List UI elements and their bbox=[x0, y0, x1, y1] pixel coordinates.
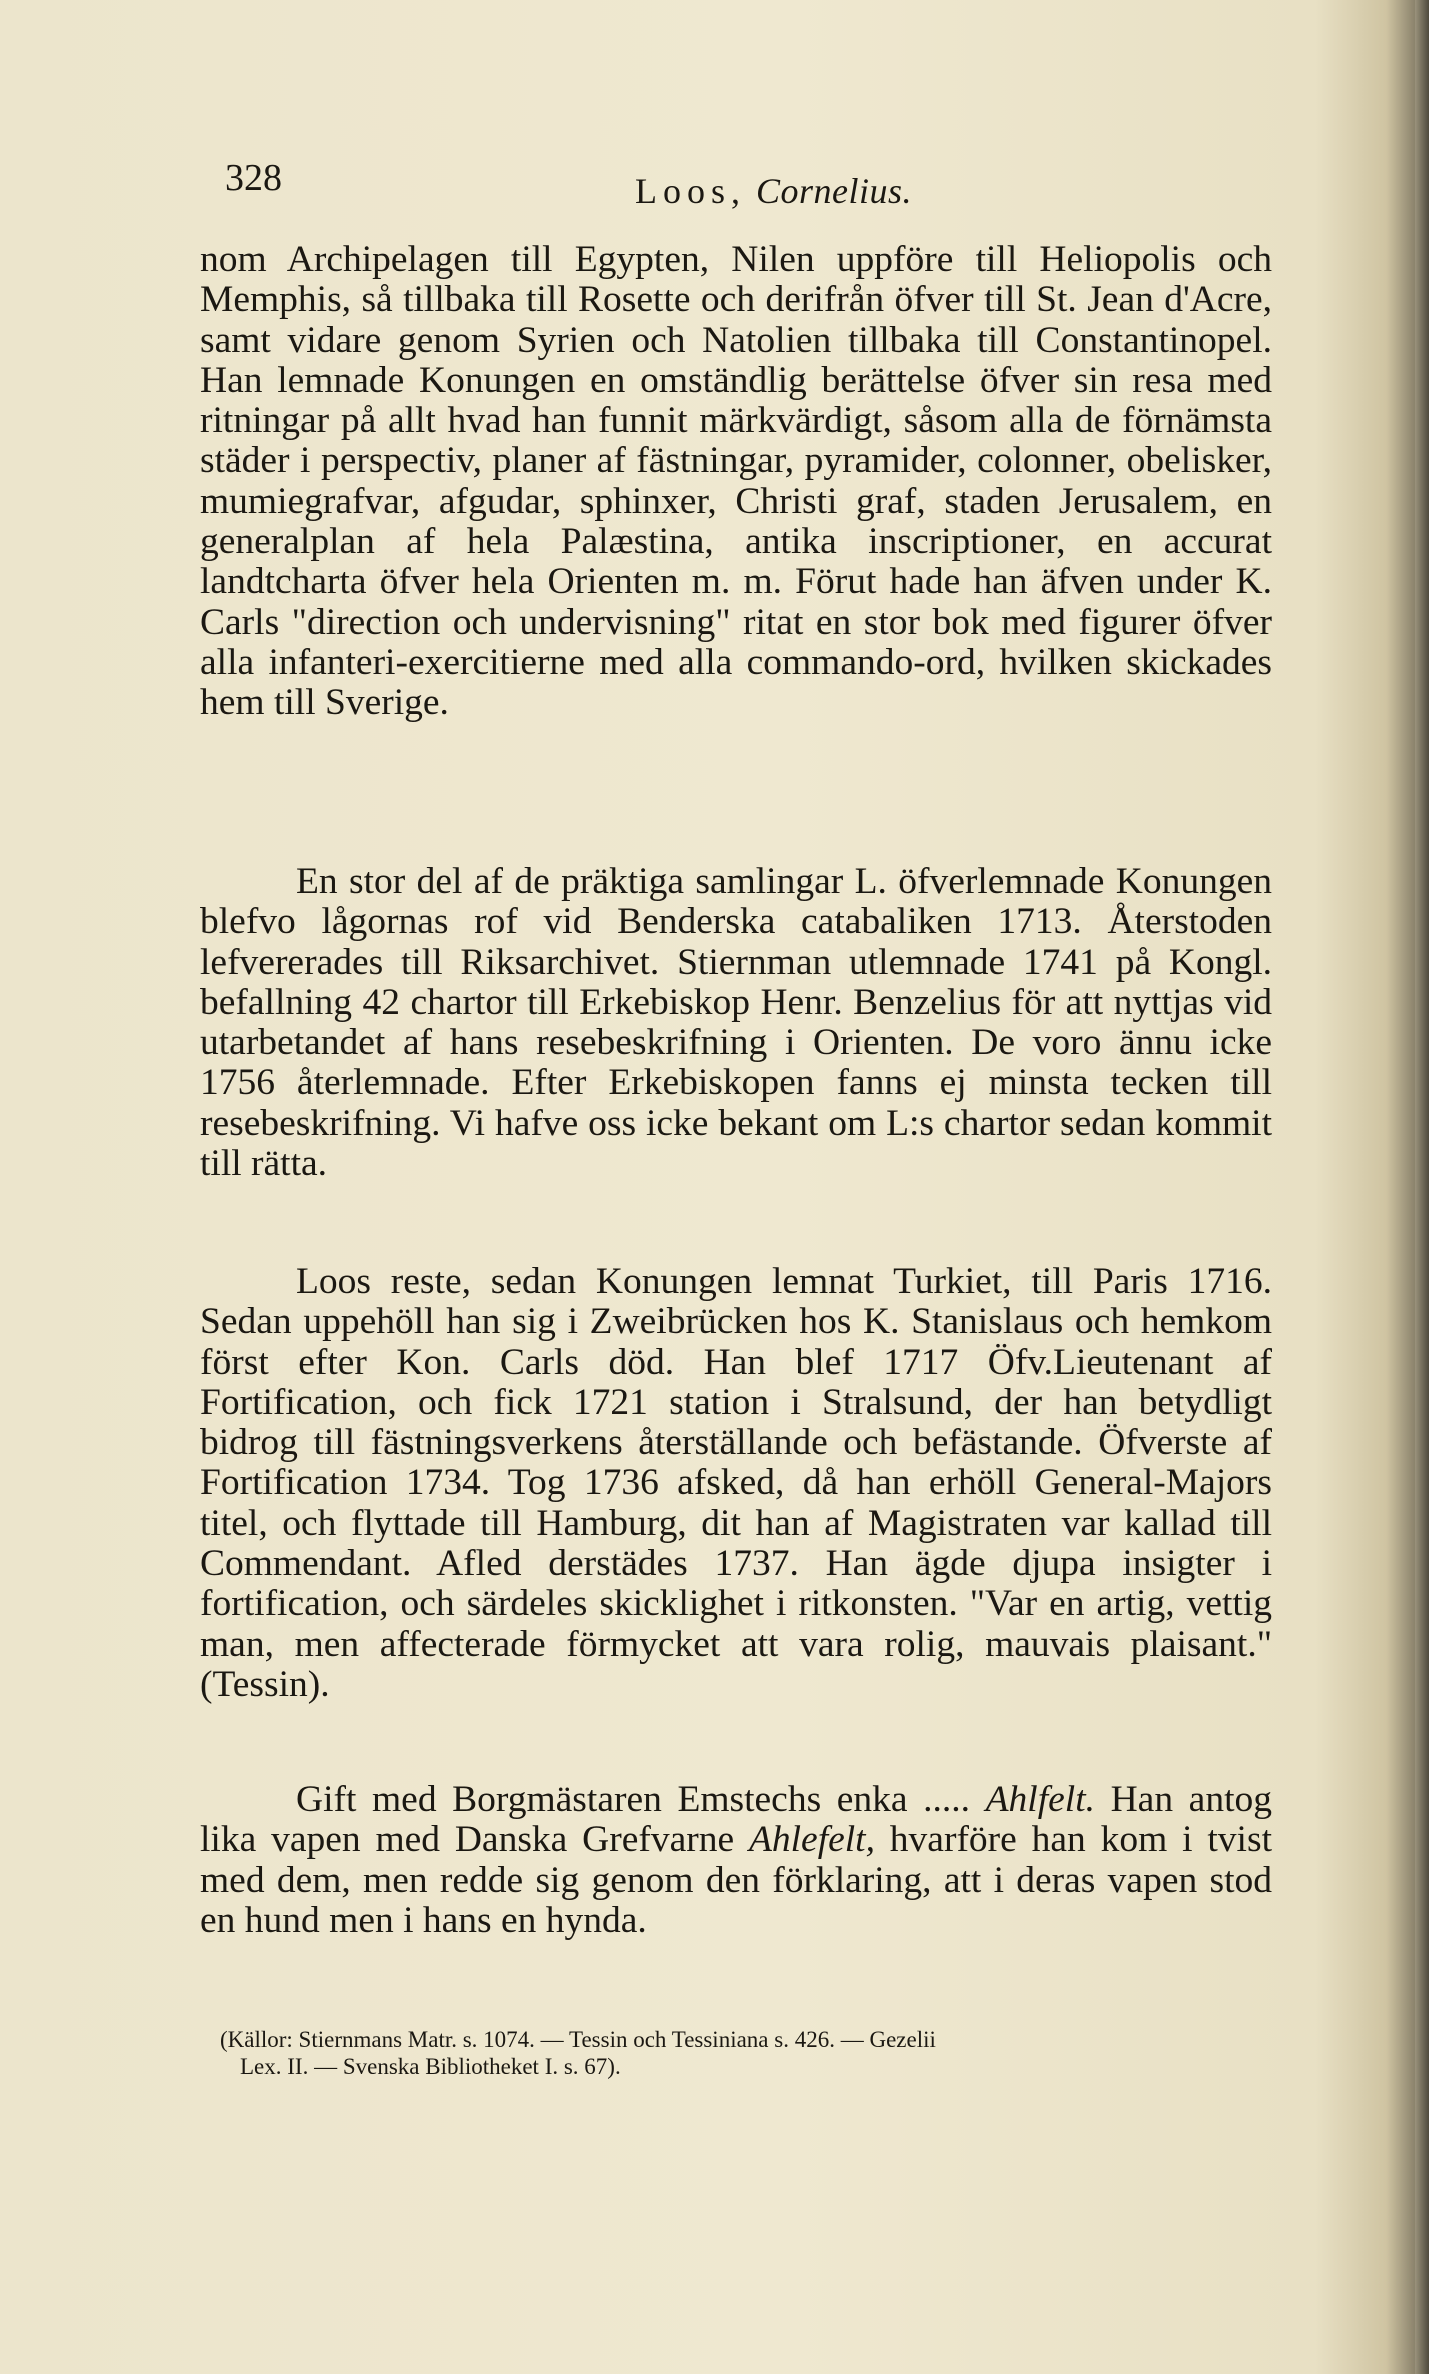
paragraph-4-start: Gift med Borgmästaren Emstechs enka ..... bbox=[296, 1779, 986, 1820]
paragraph-1 bbox=[200, 240, 1272, 724]
running-head bbox=[635, 170, 912, 212]
paragraph-4-end: hvarföre han kom i tvist med dem, men redde sig genom den förklaring, att i deras vapen stod en hund men i hans en hynda. bbox=[200, 1819, 1272, 1941]
name-ahlefelt: Ahlefelt, bbox=[748, 1819, 875, 1861]
paragraph-3 bbox=[200, 1262, 1272, 1705]
sources-footnote bbox=[220, 2026, 1270, 2080]
paragraph-4-text bbox=[200, 1780, 1272, 1941]
name-ahlfelt: Ahlfelt. bbox=[985, 1779, 1095, 1820]
sources-line-2: Lex. II. — Svenska Bibliotheket I. s. 67). bbox=[240, 2054, 621, 2079]
paragraph-1-text: nom Archipelagen till Egypten, Nilen uppföre till Heliopolis och Memphis, så tillbaka till Rosette och derifrån öfver till St. Jean d'Acre, samt vidare genom Syrien och Natolien tillbaka till Constantinopel. Han lemnade Konungen en omständlig berättelse öfver sin resa med ritningar på allt hvad han funnit märkvärdigt, såsom alla de förnämsta städer i perspectiv, planer af fästningar, pyramider, colonner, obelisker, mumiegrafvar, afgudar, sphinxer, Christi graf, staden Jerusalem, en generalplan af hela Palæstina, antika inscriptioner, en accurat landtcharta öfver hela Orienten m. m. Förut hade han äfven under K. Carls "direction och undervisning" ritat en stor bok med figurer öfver alla infanteri-exercitierne med alla commando-ord, hvilken skickades hem till Sverige. bbox=[200, 239, 1272, 724]
paragraph-2 bbox=[200, 862, 1272, 1184]
running-head-surname: Loos, bbox=[635, 171, 746, 211]
book-spine-shadow bbox=[1415, 0, 1429, 2374]
paragraph-4-mid: Han antog lika vapen med Danska Grefvarne bbox=[200, 1779, 1272, 1861]
page-number: 328 bbox=[225, 157, 282, 199]
running-head-given-name: Cornelius. bbox=[756, 171, 913, 211]
sources-line-1: (Källor: Stiernmans Matr. s. 1074. — Tessin och Tessiniana s. 426. — Gezelii bbox=[220, 2027, 936, 2052]
paragraph-3-text: Loos reste, sedan Konungen lemnat Turkiet, till Paris 1716. Sedan uppehöll han sig i Zweibrücken hos K. Stanislaus och hemkom först efter Kon. Carls död. Han blef 1717 Öfv.Lieutenant af Fortification, och fick 1721 station i Stralsund, der han betydligt bidrog till fästningsverkens återställande och befästande. Öfverste af Fortification 1734. Tog 1736 afsked, då han erhöll General-Majors titel, och flyttade till Hamburg, dit han af Magistraten var kallad till Commendant. Afled derstädes 1737. Han ägde djupa insigter i fortification, och särdeles skicklighet i ritkonsten. "Var en artig, vettig man, men affecterade förmycket att vara rolig, mauvais plaisant." (Tessin). bbox=[200, 1261, 1272, 1705]
paragraph-4 bbox=[200, 1780, 1272, 1941]
page-header bbox=[225, 150, 1225, 210]
paragraph-2-text: En stor del af de präktiga samlingar L. öfverlemnade Konungen blefvo lågornas rof vid Benderska catabaliken 1713. Återstoden lefvererades till Riksarchivet. Stiernman utlemnade 1741 på Kongl. befallning 42 chartor till Erkebiskop Henr. Benzelius för att nyttjas vid utarbetandet af hans resebeskrifning i Orienten. De voro ännu icke 1756 återlemnade. Efter Erkebiskopen fanns ej minsta tecken till resebeskrifning. Vi hafve oss icke bekant om L:s chartor sedan kommit till rätta. bbox=[200, 861, 1272, 1185]
